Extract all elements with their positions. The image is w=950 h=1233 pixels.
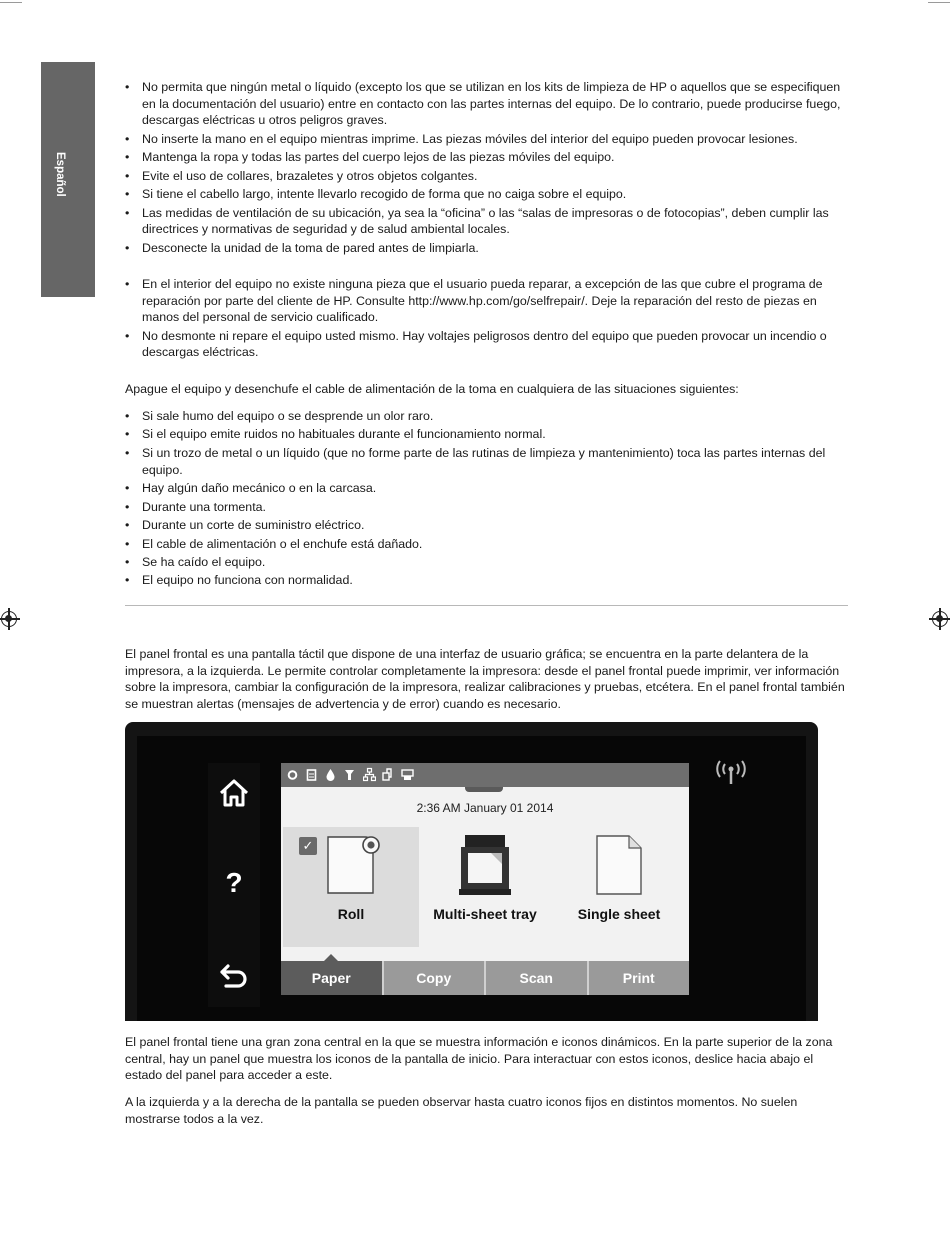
back-icon[interactable] [208,956,260,996]
ink-icon[interactable] [325,767,336,782]
jobs-icon[interactable] [306,767,317,782]
language-label: Español [54,152,66,197]
touch-screen [281,763,689,995]
left-button-column [208,763,260,1007]
home-icon[interactable] [208,773,260,813]
tab-scan[interactable]: Scan [486,961,589,995]
list-item: • Hay algún daño mecánico o en la carcasa. [125,480,850,497]
tile-roll[interactable] [283,827,419,947]
panel-intro: El panel frontal es una pantalla táctil que dispone de una interfaz de usuario gráfica; se encuentra en la parte delantera de la impresora, a la izquierda. Le permite controlar completamente la impresora: desde el panel frontal puede imprimir, ver información sobre la impresora, cambiar la configuración de la impresora, realizar calibraciones y pruebas, etcétera. En el panel frontal también se muestran alertas (mensajes de advertencia y de error) cuando es necesario. [125,647,845,711]
list-item: • Durante un corte de suministro eléctrico. [125,517,850,534]
active-tab-pointer [324,954,338,961]
safety-list-1 [125,79,850,258]
list-item: • En el interior del equipo no existe ninguna pieza que el usuario pueda reparar, a excepción de las que cubre el programa de reparación por parte del cliente de HP. Consulte http://www.hp.com/go/selfrepair/. Deje la reparación del resto de piezas en manos del personal de servicio cualificado. [125,276,850,326]
list-item: • Si sale humo del equipo o se desprende un olor raro. [125,408,850,425]
printhead-icon[interactable] [344,767,355,782]
list-item: • No desmonte ni repare el equipo usted mismo. Hay voltajes peligrosos dentro del equipo que pueden provocar un incendio o descargas eléctricas. [125,328,850,361]
tab-copy[interactable]: Copy [384,961,487,995]
list-item: • Durante una tormenta. [125,499,850,516]
list-item: • Mantenga la ropa y todas las partes del cuerpo lejos de las piezas móviles del equipo. [125,149,850,166]
clock-display: 2:36 AM January 01 2014 [416,801,554,815]
list-item: • El equipo no funciona con normalidad. [125,572,850,589]
crop-mark-right [928,2,950,3]
registration-mark-icon [932,611,948,627]
list-item: • Si un trozo de metal o un líquido (que no forme parte de las rutinas de limpieza y mantenimiento) toca las partes internas del equipo. [125,445,850,478]
section-divider [125,605,848,606]
list-item: • Las medidas de ventilación de su ubicación, ya sea la “oficina” o las “salas de impresoras o de fotocopias”, deben cumplir las directrices y normativas de seguridad y de salud ambiental locales. [125,205,850,238]
language-side-tab [41,62,95,297]
roll-icon [323,833,383,897]
tab-print[interactable]: Print [589,961,690,995]
unplug-intro: Apague el equipo y desenchufe el cable de alimentación de la toma en cualquiera de las situaciones siguientes: [125,382,739,396]
list-item: • Evite el uso de collares, brazaletes y otros objetos colgantes. [125,168,850,185]
crop-mark-left [0,2,22,3]
tile-label: Roll [337,906,365,923]
network-icon[interactable] [363,767,374,782]
front-panel-bezel [137,736,806,1021]
tile-single-sheet[interactable] [551,827,687,947]
sheet-icon [593,833,645,897]
status-bar[interactable] [281,763,689,787]
list-item: • Desconecte la unidad de la toma de pared antes de limpiarla. [125,240,850,257]
list-item: • Se ha caído el equipo. [125,554,850,571]
help-icon[interactable]: ? [225,866,243,898]
list-item: • No permita que ningún metal o líquido (excepto los que se utilizan en los kits de limpieza de HP o aquellos que se especifiquen en la documentación del usuario) entre en contacto con las partes internas del equipo. De lo contrario, puede producirse fuego, descargas eléctricas u otros peligros graves. [125,79,850,129]
list-item: • No inserte la mano en el equipo mientras imprime. Las piezas móviles del interior del equipo pueden provocar lesiones. [125,131,850,148]
tile-label: Single sheet [577,906,661,923]
list-item: • Si tiene el cabello largo, intente llevarlo recogido de forma que no caiga sobre el equipo. [125,186,850,203]
panel-description-2: A la izquierda y a la derecha de la pantalla se pueden observar hasta cuatro iconos fijos en distintos momentos. No suelen mostrarse todos a la vez. [125,1095,798,1126]
bottom-tabs [281,961,689,995]
tile-label: Multi-sheet tray [433,906,537,923]
list-item: • Si el equipo emite ruidos no habituales durante el funcionamiento normal. [125,426,850,443]
pull-down-handle[interactable] [465,787,503,792]
front-panel-device [125,722,818,1021]
tab-paper[interactable]: Paper [281,961,384,995]
tray-icon [455,833,515,897]
storage-icon[interactable] [401,767,412,782]
unplug-list [125,408,850,591]
supplies-icon[interactable] [382,767,393,782]
wireless-icon [714,759,748,787]
safety-list-2 [125,276,850,363]
checkmark-icon: ✓ [299,837,317,855]
list-item: • El cable de alimentación o el enchufe está dañado. [125,536,850,553]
settings-icon[interactable] [287,767,298,782]
tile-multi-sheet-tray[interactable] [417,827,553,947]
registration-mark-icon [1,611,17,627]
panel-description-1: El panel frontal tiene una gran zona central en la que se muestra información e iconos dinámicos. En la parte superior de la zona central, hay un panel que muestra los iconos de la pantalla de inicio. Para interactuar con estos iconos, deslice hacia abajo el estado del panel para acceder a este. [125,1035,833,1083]
